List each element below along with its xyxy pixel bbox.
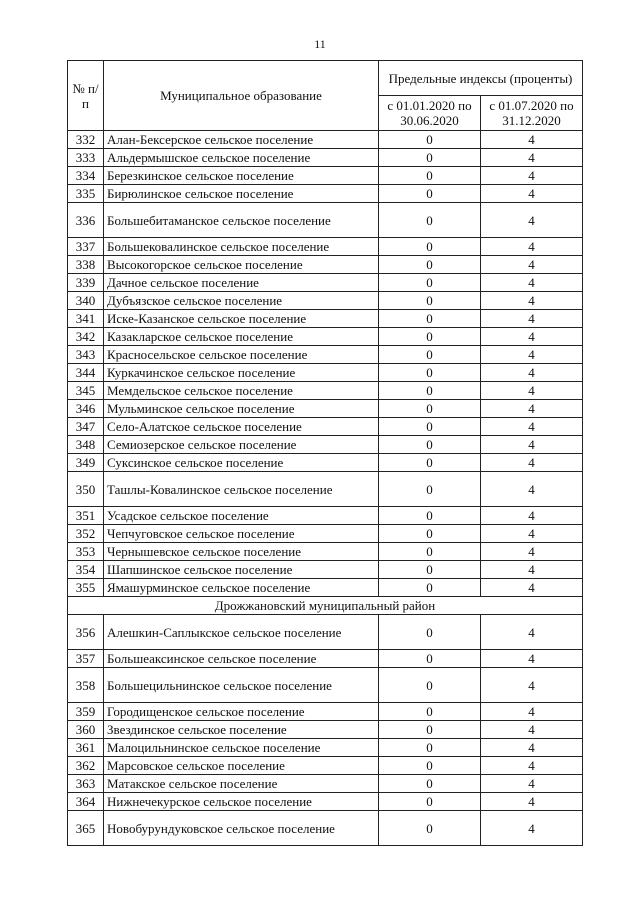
- row-number: 335: [68, 185, 104, 203]
- index-second-half: 4: [481, 525, 583, 543]
- table-row: [68, 185, 583, 203]
- municipality-name: Мульминское сельское поселение: [104, 400, 379, 418]
- table-body: [68, 131, 583, 846]
- row-number: 362: [68, 757, 104, 775]
- table-row: [68, 525, 583, 543]
- municipality-name: Новобурундуковское сельское поселение: [104, 811, 379, 846]
- municipality-name: Большецильнинское сельское поселение: [104, 668, 379, 703]
- index-second-half: 4: [481, 256, 583, 274]
- index-second-half: 4: [481, 543, 583, 561]
- row-number: 353: [68, 543, 104, 561]
- table-row: [68, 668, 583, 703]
- municipality-name: Матакское сельское поселение: [104, 775, 379, 793]
- index-second-half: 4: [481, 167, 583, 185]
- index-first-half: 0: [379, 668, 481, 703]
- limit-indices-table: [67, 60, 583, 846]
- index-second-half: 4: [481, 739, 583, 757]
- municipality-name: Звездинское сельское поселение: [104, 721, 379, 739]
- index-second-half: 4: [481, 238, 583, 256]
- row-number: 341: [68, 310, 104, 328]
- row-number: 348: [68, 436, 104, 454]
- section-row: [68, 597, 583, 615]
- municipality-name: Альдермышское сельское поселение: [104, 149, 379, 167]
- index-first-half: 0: [379, 400, 481, 418]
- municipality-name: Бирюлинское сельское поселение: [104, 185, 379, 203]
- index-first-half: 0: [379, 615, 481, 650]
- index-second-half: 4: [481, 793, 583, 811]
- row-number: 344: [68, 364, 104, 382]
- municipality-name: Казакларское сельское поселение: [104, 328, 379, 346]
- index-second-half: 4: [481, 274, 583, 292]
- index-first-half: 0: [379, 650, 481, 668]
- row-number: 334: [68, 167, 104, 185]
- table-row: [68, 543, 583, 561]
- index-first-half: 0: [379, 507, 481, 525]
- index-first-half: 0: [379, 364, 481, 382]
- table-row: [68, 472, 583, 507]
- index-second-half: 4: [481, 149, 583, 167]
- index-second-half: 4: [481, 203, 583, 238]
- header-period-second-half: с 01.07.2020 по 31.12.2020: [481, 96, 583, 131]
- index-first-half: 0: [379, 543, 481, 561]
- row-number: 351: [68, 507, 104, 525]
- municipality-name: Высокогорское сельское поселение: [104, 256, 379, 274]
- municipality-name: Чепчуговское сельское поселение: [104, 525, 379, 543]
- index-first-half: 0: [379, 149, 481, 167]
- row-number: 359: [68, 703, 104, 721]
- municipality-name: Иске-Казанское сельское поселение: [104, 310, 379, 328]
- header-period-first-half: с 01.01.2020 по 30.06.2020: [379, 96, 481, 131]
- index-first-half: 0: [379, 310, 481, 328]
- municipality-name: Суксинское сельское поселение: [104, 454, 379, 472]
- municipality-name: Березкинское сельское поселение: [104, 167, 379, 185]
- municipality-name: Малоцильнинское сельское поселение: [104, 739, 379, 757]
- index-second-half: 4: [481, 364, 583, 382]
- table-row: [68, 811, 583, 846]
- index-first-half: 0: [379, 203, 481, 238]
- table-row: [68, 346, 583, 364]
- municipality-name: Чернышевское сельское поселение: [104, 543, 379, 561]
- row-number: 333: [68, 149, 104, 167]
- table-row: [68, 418, 583, 436]
- table-row: [68, 721, 583, 739]
- index-first-half: 0: [379, 739, 481, 757]
- row-number: 363: [68, 775, 104, 793]
- table-row: [68, 775, 583, 793]
- table-row: [68, 507, 583, 525]
- row-number: 356: [68, 615, 104, 650]
- index-first-half: 0: [379, 561, 481, 579]
- index-first-half: 0: [379, 274, 481, 292]
- municipality-name: Дубъязское сельское поселение: [104, 292, 379, 310]
- index-first-half: 0: [379, 454, 481, 472]
- index-first-half: 0: [379, 472, 481, 507]
- index-second-half: 4: [481, 310, 583, 328]
- municipality-name: Большеаксинское сельское поселение: [104, 650, 379, 668]
- table-row: [68, 238, 583, 256]
- table-row: [68, 256, 583, 274]
- row-number: 350: [68, 472, 104, 507]
- row-number: 339: [68, 274, 104, 292]
- index-second-half: 4: [481, 131, 583, 149]
- row-number: 332: [68, 131, 104, 149]
- index-second-half: 4: [481, 507, 583, 525]
- municipality-name: Мемдельское сельское поселение: [104, 382, 379, 400]
- table-row: [68, 739, 583, 757]
- table-row: [68, 328, 583, 346]
- row-number: 361: [68, 739, 104, 757]
- index-first-half: 0: [379, 793, 481, 811]
- row-number: 352: [68, 525, 104, 543]
- table-row: [68, 364, 583, 382]
- row-number: 337: [68, 238, 104, 256]
- row-number: 346: [68, 400, 104, 418]
- header-number: № п/п: [68, 61, 104, 131]
- index-first-half: 0: [379, 757, 481, 775]
- table-row: [68, 703, 583, 721]
- row-number: 364: [68, 793, 104, 811]
- table-row: [68, 793, 583, 811]
- row-number: 354: [68, 561, 104, 579]
- row-number: 340: [68, 292, 104, 310]
- municipality-name: Нижнечекурское сельское поселение: [104, 793, 379, 811]
- index-second-half: 4: [481, 292, 583, 310]
- municipality-name: Село-Алатское сельское поселение: [104, 418, 379, 436]
- table-row: [68, 579, 583, 597]
- row-number: 360: [68, 721, 104, 739]
- table-row: [68, 149, 583, 167]
- row-number: 336: [68, 203, 104, 238]
- index-second-half: 4: [481, 561, 583, 579]
- table-row: [68, 561, 583, 579]
- row-number: 349: [68, 454, 104, 472]
- table-row: [68, 131, 583, 149]
- municipality-name: Алешкин-Саплыкское сельское поселение: [104, 615, 379, 650]
- index-first-half: 0: [379, 185, 481, 203]
- table-row: [68, 757, 583, 775]
- index-second-half: 4: [481, 703, 583, 721]
- section-title: Дрожжановский муниципальный район: [68, 597, 583, 615]
- index-second-half: 4: [481, 185, 583, 203]
- index-second-half: 4: [481, 721, 583, 739]
- index-first-half: 0: [379, 418, 481, 436]
- index-first-half: 0: [379, 775, 481, 793]
- municipality-name: Куркачинское сельское поселение: [104, 364, 379, 382]
- municipality-name: Дачное сельское поселение: [104, 274, 379, 292]
- municipality-name: Усадское сельское поселение: [104, 507, 379, 525]
- index-first-half: 0: [379, 811, 481, 846]
- table-row: [68, 274, 583, 292]
- index-first-half: 0: [379, 328, 481, 346]
- row-number: 347: [68, 418, 104, 436]
- index-second-half: 4: [481, 328, 583, 346]
- header-municipality: Муниципальное образование: [104, 61, 379, 131]
- index-first-half: 0: [379, 256, 481, 274]
- municipality-name: Ямашурминское сельское поселение: [104, 579, 379, 597]
- index-second-half: 4: [481, 668, 583, 703]
- row-number: 338: [68, 256, 104, 274]
- table-row: [68, 292, 583, 310]
- index-first-half: 0: [379, 167, 481, 185]
- table-row: [68, 436, 583, 454]
- index-second-half: 4: [481, 472, 583, 507]
- row-number: 345: [68, 382, 104, 400]
- index-first-half: 0: [379, 436, 481, 454]
- row-number: 365: [68, 811, 104, 846]
- municipality-name: Красносельское сельское поселение: [104, 346, 379, 364]
- index-second-half: 4: [481, 400, 583, 418]
- index-first-half: 0: [379, 579, 481, 597]
- index-second-half: 4: [481, 579, 583, 597]
- index-second-half: 4: [481, 775, 583, 793]
- index-first-half: 0: [379, 525, 481, 543]
- row-number: 358: [68, 668, 104, 703]
- row-number: 343: [68, 346, 104, 364]
- municipality-name: Семиозерское сельское поселение: [104, 436, 379, 454]
- index-second-half: 4: [481, 615, 583, 650]
- index-first-half: 0: [379, 131, 481, 149]
- table-row: [68, 650, 583, 668]
- municipality-name: Алан-Бексерское сельское поселение: [104, 131, 379, 149]
- index-second-half: 4: [481, 382, 583, 400]
- row-number: 355: [68, 579, 104, 597]
- municipality-name: Большековалинское сельское поселение: [104, 238, 379, 256]
- table-row: [68, 382, 583, 400]
- row-number: 342: [68, 328, 104, 346]
- table-row: [68, 400, 583, 418]
- header-limit-indices: Предельные индексы (проценты): [379, 61, 583, 96]
- index-second-half: 4: [481, 418, 583, 436]
- municipality-name: Городищенское сельское поселение: [104, 703, 379, 721]
- index-first-half: 0: [379, 721, 481, 739]
- municipality-name: Большебитаманское сельское поселение: [104, 203, 379, 238]
- index-first-half: 0: [379, 382, 481, 400]
- table-row: [68, 615, 583, 650]
- municipality-name: Шапшинское сельское поселение: [104, 561, 379, 579]
- table-row: [68, 167, 583, 185]
- index-second-half: 4: [481, 454, 583, 472]
- table-header: [68, 61, 583, 131]
- index-second-half: 4: [481, 811, 583, 846]
- page-number: 11: [314, 37, 326, 51]
- table-row: [68, 310, 583, 328]
- index-first-half: 0: [379, 238, 481, 256]
- table-row: [68, 203, 583, 238]
- table-row: [68, 454, 583, 472]
- index-second-half: 4: [481, 650, 583, 668]
- index-second-half: 4: [481, 346, 583, 364]
- index-first-half: 0: [379, 346, 481, 364]
- index-first-half: 0: [379, 703, 481, 721]
- municipality-name: Марсовское сельское поселение: [104, 757, 379, 775]
- index-second-half: 4: [481, 757, 583, 775]
- index-second-half: 4: [481, 436, 583, 454]
- row-number: 357: [68, 650, 104, 668]
- municipality-name: Ташлы-Ковалинское сельское поселение: [104, 472, 379, 507]
- index-first-half: 0: [379, 292, 481, 310]
